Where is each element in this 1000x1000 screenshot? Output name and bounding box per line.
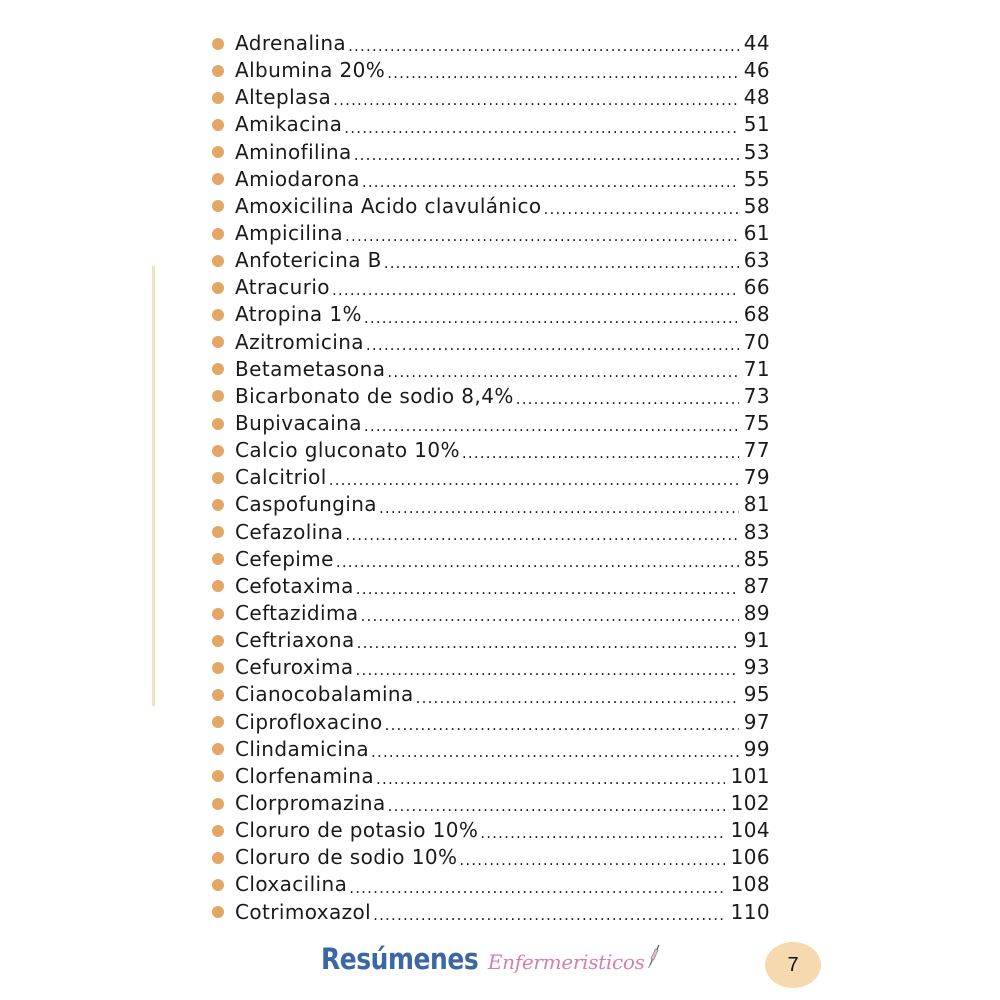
entry-name: Bupivacaina [235, 411, 362, 436]
toc-entry[interactable] [210, 301, 770, 328]
dot-leader [332, 279, 739, 301]
page-number: 7 [787, 953, 799, 976]
dot-leader [379, 497, 739, 519]
toc-entry[interactable] [210, 844, 770, 871]
dot-leader [462, 442, 739, 464]
entry-page: 85 [743, 546, 770, 571]
entry-page: 63 [743, 248, 770, 273]
toc-entry[interactable] [210, 654, 770, 681]
toc-entry[interactable] [210, 600, 770, 627]
entry-page: 81 [743, 492, 770, 517]
toc-entry[interactable] [210, 274, 770, 301]
entry-page: 83 [743, 519, 770, 544]
dot-leader [387, 361, 739, 383]
bullet-icon [212, 689, 224, 701]
entry-name: Clorpromazina [235, 791, 386, 815]
entry-name: Alteplasa [235, 85, 332, 110]
bullet-icon [212, 770, 224, 782]
bullet-icon [212, 92, 224, 104]
entry-page: 48 [743, 85, 770, 110]
entry-page: 77 [743, 438, 770, 463]
dot-leader [344, 117, 739, 139]
toc-entry[interactable] [210, 681, 770, 708]
bullet-icon [212, 336, 224, 348]
entry-name: Betametasona [235, 356, 386, 381]
entry-page: 70 [743, 329, 770, 354]
bullet-icon [212, 852, 224, 864]
dot-leader [349, 877, 725, 899]
toc-entry[interactable] [210, 247, 770, 274]
bullet-icon [212, 146, 224, 158]
toc-entry[interactable] [210, 491, 770, 518]
bullet-icon [212, 472, 224, 484]
entry-page: 51 [743, 112, 770, 137]
entry-name: Atropina 1% [235, 302, 362, 327]
toc-entry[interactable] [210, 736, 770, 763]
entry-page: 79 [743, 465, 770, 490]
entry-page: 101 [730, 763, 770, 788]
entry-page: 71 [743, 356, 770, 381]
toc-entry[interactable] [210, 111, 770, 138]
toc-entry[interactable] [210, 139, 770, 166]
bullet-icon [212, 255, 224, 267]
brand-script-text: Enfermeristicos [487, 950, 645, 974]
dot-leader [362, 171, 739, 193]
toc-entry[interactable] [210, 329, 770, 356]
entry-name: Cianocobalamina [235, 682, 414, 707]
dot-leader [333, 89, 739, 111]
toc-entry[interactable] [210, 57, 770, 84]
dot-leader [336, 551, 739, 573]
bullet-icon [212, 879, 224, 891]
dot-leader [480, 822, 725, 844]
dot-leader [329, 469, 739, 491]
entry-name: Ceftriaxona [235, 628, 355, 653]
bullet-icon [212, 228, 224, 240]
entry-name: Amikacina [235, 112, 343, 137]
entry-name: Cloruro de sodio 10% [235, 845, 458, 870]
dot-leader [345, 225, 739, 247]
entry-name: Amoxicilina Acido clavulánico [235, 193, 542, 218]
bullet-icon [212, 553, 224, 565]
entry-name: Amiodarona [235, 166, 360, 191]
bullet-icon [212, 580, 224, 592]
entry-name: Azitromicina [235, 329, 364, 354]
dot-leader [388, 795, 725, 817]
dot-leader [364, 307, 739, 329]
entry-page: 106 [730, 845, 770, 870]
bullet-icon [212, 65, 224, 77]
table-of-contents [210, 30, 770, 926]
bullet-icon [212, 445, 224, 457]
entry-name: Atracurio [235, 275, 330, 300]
toc-entry[interactable] [210, 464, 770, 491]
entry-page: 87 [743, 573, 770, 598]
dot-leader [387, 62, 739, 84]
entry-name: Ciprofloxacino [235, 709, 383, 734]
dot-leader [348, 35, 739, 57]
bullet-icon [212, 743, 224, 755]
toc-entry[interactable] [210, 437, 770, 464]
toc-entry[interactable] [210, 166, 770, 193]
entry-page: 58 [743, 193, 770, 218]
dot-leader [366, 334, 739, 356]
bullet-icon [212, 635, 224, 647]
entry-page: 110 [730, 899, 770, 924]
entry-page: 108 [730, 872, 770, 897]
dot-leader [459, 849, 725, 871]
entry-name: Ampicilina [235, 221, 344, 246]
entry-page: 97 [743, 709, 770, 734]
dot-leader [371, 741, 739, 763]
entry-name: Caspofungina [235, 492, 377, 517]
entry-name: Clindamicina [235, 736, 370, 761]
entry-page: 68 [743, 302, 770, 327]
entry-name: Calcio gluconato 10% [235, 438, 460, 463]
dot-leader [544, 198, 739, 220]
dot-leader [356, 578, 739, 600]
entry-page: 46 [743, 58, 770, 83]
bullet-icon [212, 662, 224, 674]
bullet-icon [212, 499, 224, 511]
page-number-badge [765, 942, 821, 988]
toc-entry[interactable] [210, 790, 770, 817]
bullet-icon [212, 390, 224, 402]
dot-leader [416, 687, 739, 709]
entry-page: 66 [743, 275, 770, 300]
toc-entry[interactable] [210, 193, 770, 220]
entry-name: Cloruro de potasio 10% [235, 818, 479, 843]
bullet-icon [212, 526, 224, 538]
toc-entry[interactable] [210, 30, 770, 57]
toc-entry[interactable] [210, 627, 770, 654]
bullet-icon [212, 363, 224, 375]
entry-page: 99 [743, 736, 770, 761]
entry-name: Adrenalina [235, 31, 347, 56]
toc-entry[interactable] [210, 519, 770, 546]
bullet-icon [212, 825, 224, 837]
entry-name: Clorfenamina [235, 763, 375, 788]
entry-page: 75 [743, 411, 770, 436]
bullet-icon [212, 716, 224, 728]
toc-entry[interactable] [210, 871, 770, 898]
entry-name: Aminofilina [235, 139, 352, 164]
entry-name: Albumina 20% [235, 58, 386, 83]
entry-name: Anfotericina B [235, 248, 382, 273]
dot-leader [385, 714, 739, 736]
entry-page: 55 [743, 166, 770, 191]
toc-entry[interactable] [210, 410, 770, 437]
entry-page: 104 [730, 818, 770, 843]
bullet-icon [212, 38, 224, 50]
toc-entry[interactable] [210, 817, 770, 844]
bullet-icon [212, 119, 224, 131]
toc-entry[interactable] [210, 383, 770, 410]
bullet-icon [212, 282, 224, 294]
entry-name: Cefazolina [235, 519, 344, 544]
entry-name: Ceftazidima [235, 601, 359, 626]
syringe-icon [647, 943, 661, 969]
dot-leader [364, 415, 739, 437]
bullet-icon [212, 798, 224, 810]
dot-leader [354, 144, 739, 166]
dot-leader [384, 252, 739, 274]
page-footer [0, 938, 1000, 998]
dot-leader [516, 388, 739, 410]
entry-page: 44 [743, 31, 770, 56]
entry-name: Cotrimoxazol [235, 899, 372, 924]
entry-page: 93 [743, 655, 770, 680]
dot-leader [357, 632, 739, 654]
bullet-icon [212, 309, 224, 321]
dot-leader [361, 605, 739, 627]
entry-name: Calcitriol [235, 465, 327, 490]
bullet-icon [212, 200, 224, 212]
brand-main-text: Resúmenes [321, 942, 479, 976]
dot-leader [376, 768, 725, 790]
bullet-icon [212, 173, 224, 185]
entry-name: Bicarbonato de sodio 8,4% [235, 383, 514, 408]
toc-entry[interactable] [210, 356, 770, 383]
dot-leader [356, 659, 739, 681]
dot-leader [373, 904, 725, 926]
margin-rule [152, 266, 155, 706]
toc-entry[interactable] [210, 709, 770, 736]
toc-entry[interactable] [210, 573, 770, 600]
toc-entry[interactable] [210, 546, 770, 573]
entry-name: Cefepime [235, 546, 334, 571]
entry-name: Cloxacilina [235, 872, 348, 897]
bullet-icon [212, 906, 224, 918]
dot-leader [345, 524, 739, 546]
toc-entry[interactable] [210, 84, 770, 111]
entry-name: Cefotaxima [235, 573, 354, 598]
entry-page: 61 [743, 221, 770, 246]
brand-logo [321, 942, 661, 976]
entry-page: 73 [743, 383, 770, 408]
entry-page: 91 [743, 628, 770, 653]
entry-page: 53 [743, 139, 770, 164]
entry-page: 89 [743, 601, 770, 626]
bullet-icon [212, 418, 224, 430]
toc-entry[interactable] [210, 220, 770, 247]
bullet-icon [212, 608, 224, 620]
toc-entry[interactable] [210, 899, 770, 926]
toc-entry[interactable] [210, 763, 770, 790]
entry-name: Cefuroxima [235, 655, 354, 680]
entry-page: 102 [730, 791, 770, 815]
entry-page: 95 [743, 682, 770, 707]
